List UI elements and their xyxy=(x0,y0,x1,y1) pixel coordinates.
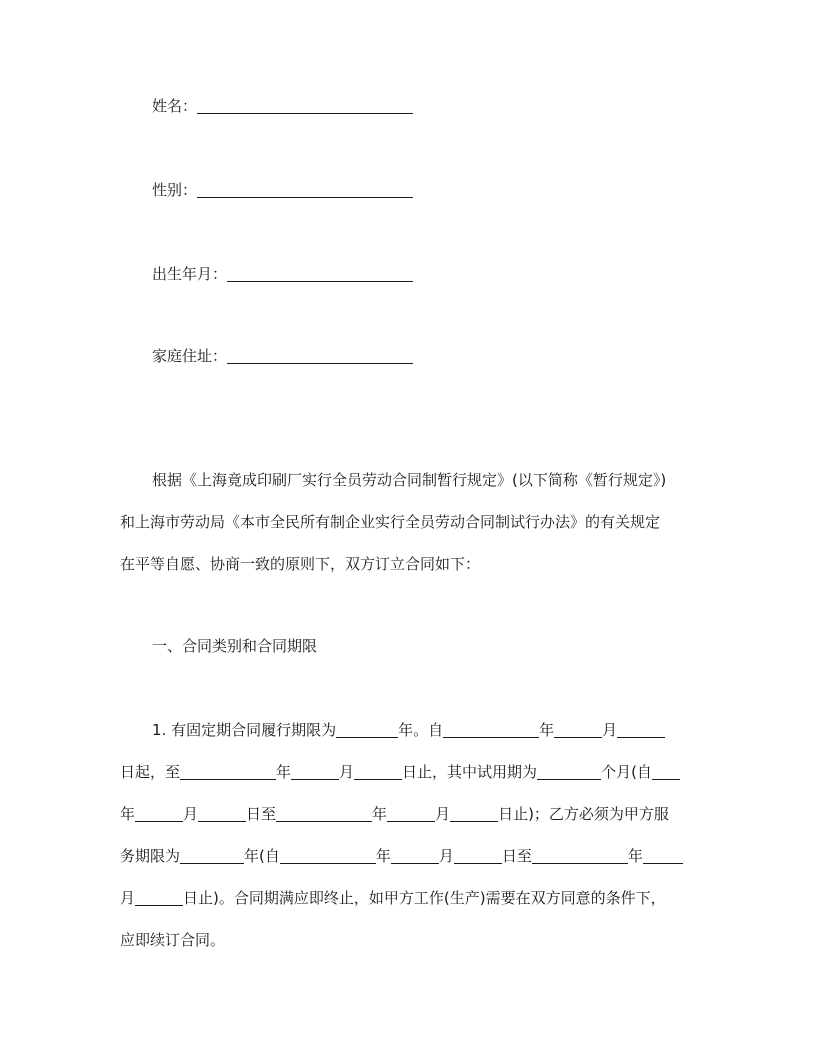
clause-text: 日至 xyxy=(501,847,532,865)
service-start-year-blank[interactable] xyxy=(280,849,376,864)
clause-text: 日止)；乙方必须为甲方服 xyxy=(498,805,669,823)
clause-text: 日止，其中试用期为 xyxy=(402,763,538,781)
name-blank[interactable] xyxy=(197,99,413,114)
clause-text: 月 xyxy=(602,721,618,739)
birth-field xyxy=(152,264,413,284)
clause-text: 日至 xyxy=(246,805,277,823)
clause-text: 年 xyxy=(539,721,555,739)
clause-text: 月 xyxy=(435,805,451,823)
probation-end-month-blank[interactable] xyxy=(387,807,435,822)
name-label: 姓名： xyxy=(152,97,198,115)
section-heading: 一、合同类别和合同期限 xyxy=(152,637,318,655)
clause-text: 月 xyxy=(339,763,355,781)
gender-label: 性别： xyxy=(152,181,198,199)
clause-line-2 xyxy=(120,762,680,782)
clause-text: 年 xyxy=(372,805,388,823)
clause-line-3 xyxy=(120,804,669,824)
birth-blank[interactable] xyxy=(227,267,413,282)
intro-line-1: 根据《上海竟成印刷厂实行全员劳动合同制暂行规定》(以下简称《暂行规定》) xyxy=(152,471,667,489)
clause-line-1 xyxy=(152,720,665,740)
probation-start-year-blank[interactable] xyxy=(652,765,680,780)
gender-blank[interactable] xyxy=(197,183,413,198)
clause-text: 年 xyxy=(375,847,391,865)
clause-text: 1. 有固定期合同履行期限为 xyxy=(152,721,337,739)
start-month-blank[interactable] xyxy=(554,723,602,738)
clause-line-5 xyxy=(120,888,666,908)
clause-text: 月 xyxy=(120,889,136,907)
clause-line-4 xyxy=(120,846,683,866)
start-day-blank[interactable] xyxy=(617,723,665,738)
probation-end-year-blank[interactable] xyxy=(276,807,372,822)
probation-end-day-blank[interactable] xyxy=(450,807,498,822)
service-end-month-blank[interactable] xyxy=(643,849,683,864)
birth-label: 出生年月： xyxy=(152,265,228,283)
service-start-month-blank[interactable] xyxy=(391,849,439,864)
clause-text: 月 xyxy=(183,805,199,823)
clause-text: 日止)。合同期满应即终止，如甲方工作(生产)需要在双方同意的条件下， xyxy=(183,889,666,907)
clause-text: 年。自 xyxy=(398,721,444,739)
clause-text: 月 xyxy=(438,847,454,865)
start-year-blank[interactable] xyxy=(443,723,539,738)
gender-field xyxy=(152,180,413,200)
clause-text: 年(自 xyxy=(244,847,280,865)
clause-text: 个月(自 xyxy=(601,763,652,781)
clause-text: 务期限为 xyxy=(120,847,181,865)
service-start-day-blank[interactable] xyxy=(454,849,502,864)
address-field xyxy=(152,346,413,366)
intro-line-3: 在平等自愿、协商一致的原则下，双方订立合同如下： xyxy=(120,555,481,573)
clause-text: 日起，至 xyxy=(120,763,181,781)
probation-start-day-blank[interactable] xyxy=(198,807,246,822)
end-day-blank[interactable] xyxy=(354,765,402,780)
address-label: 家庭住址： xyxy=(152,347,228,365)
probation-months-blank[interactable] xyxy=(537,765,601,780)
name-field xyxy=(152,96,413,116)
probation-start-month-blank[interactable] xyxy=(135,807,183,822)
end-year-blank[interactable] xyxy=(180,765,276,780)
end-month-blank[interactable] xyxy=(291,765,339,780)
intro-line-2: 和上海市劳动局《本市全民所有制企业实行全员劳动合同制试行办法》的有关规定 xyxy=(120,513,661,531)
clause-line-6: 应即续订合同。 xyxy=(120,931,226,949)
service-years-blank[interactable] xyxy=(180,849,244,864)
term-years-blank[interactable] xyxy=(336,723,398,738)
clause-text: 年 xyxy=(120,805,136,823)
service-end-year-blank[interactable] xyxy=(532,849,628,864)
clause-text: 年 xyxy=(627,847,643,865)
service-end-day-blank[interactable] xyxy=(135,891,183,906)
clause-text: 年 xyxy=(276,763,292,781)
address-blank[interactable] xyxy=(227,349,413,364)
